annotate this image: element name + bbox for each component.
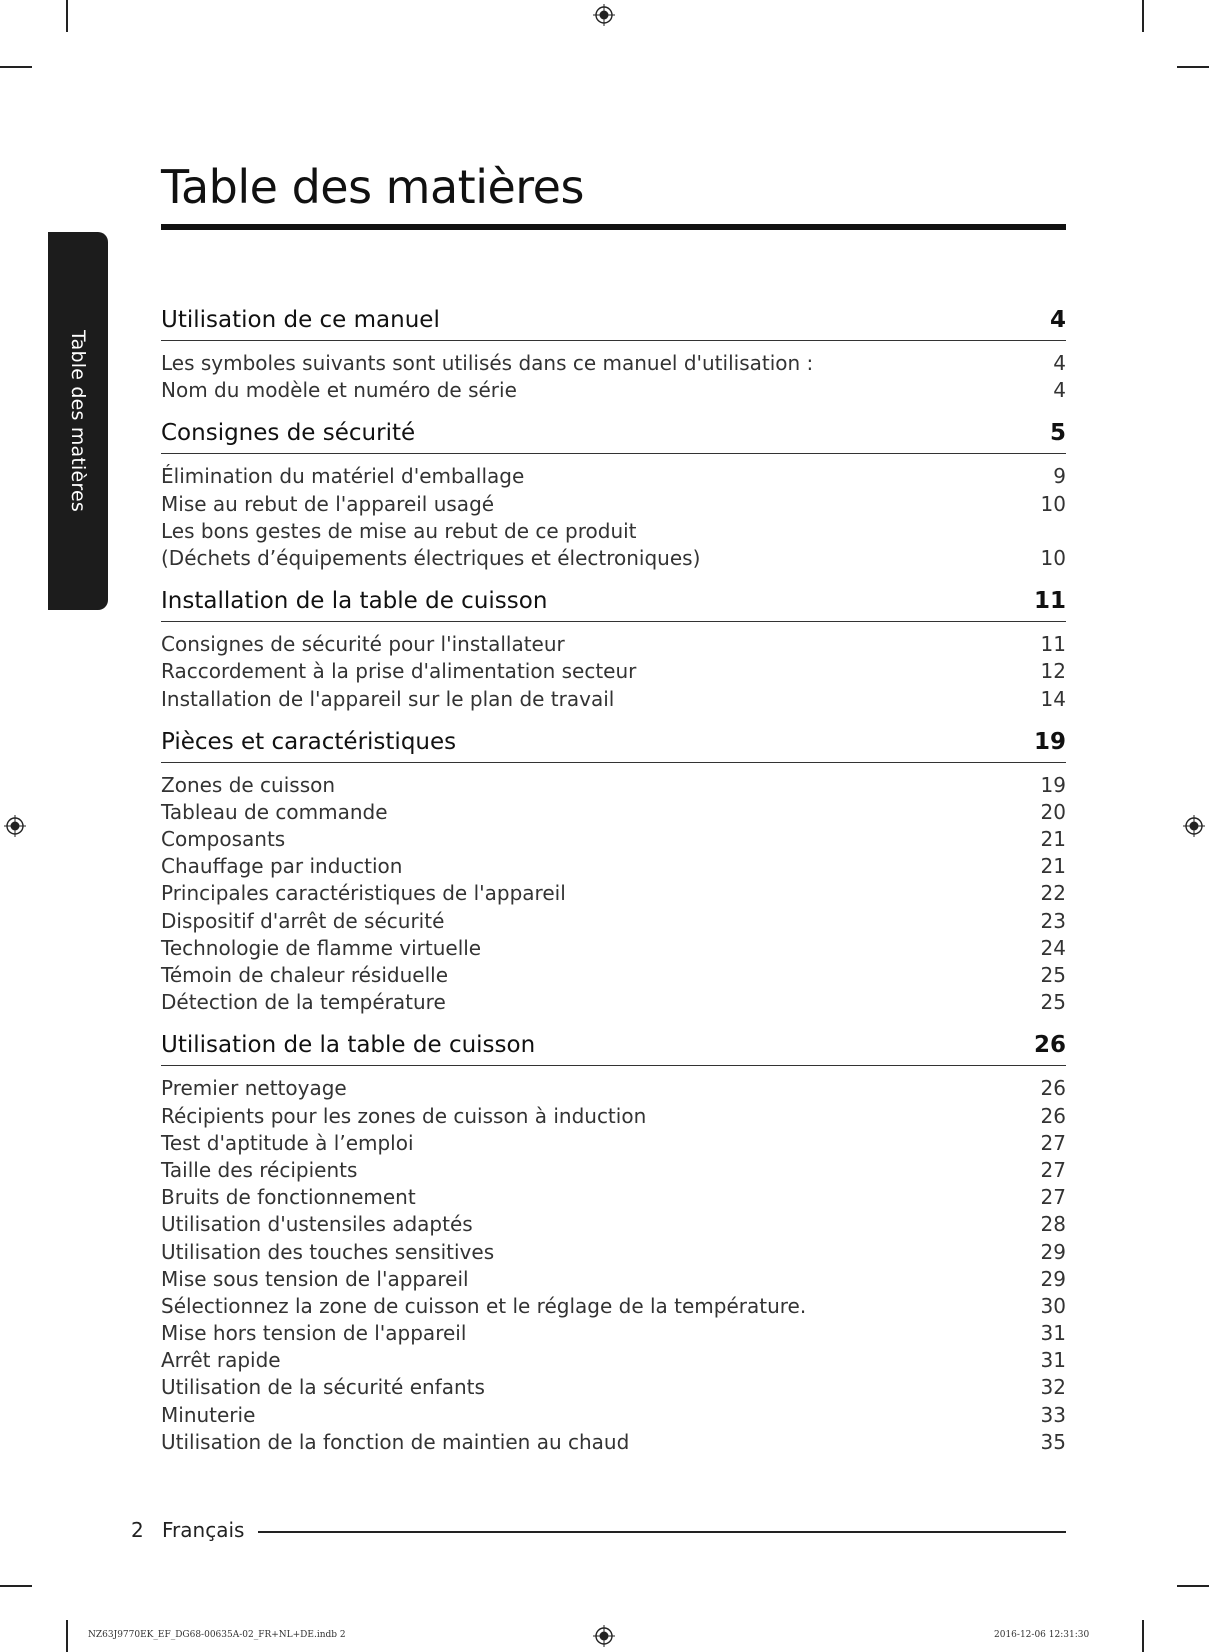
toc-entry[interactable] [161, 908, 1066, 935]
toc-entry-title: Mise au rebut de l'appareil usagé [161, 491, 495, 516]
toc-section-page: 11 [1033, 588, 1066, 615]
toc-entry-title: Composants [161, 827, 286, 852]
toc-entry[interactable] [161, 826, 1066, 853]
toc-section-heading[interactable] [161, 1031, 1066, 1066]
toc-section-title: Utilisation de ce manuel [161, 307, 440, 333]
print-slug-file: NZ63J9770EK_EF_DG68-00635A-02_FR+NL+DE.indb 2 [88, 1630, 346, 1640]
toc-entry[interactable] [161, 1103, 1066, 1130]
crop-mark [1142, 1620, 1144, 1652]
toc-entry-page: 14 [1040, 686, 1066, 711]
toc-entry-title: Premier nettoyage [161, 1076, 347, 1101]
registration-mark-icon [593, 4, 615, 26]
toc-entry[interactable] [161, 989, 1066, 1016]
toc-entry-page: 29 [1040, 1266, 1066, 1291]
toc-section-title: Installation de la table de cuisson [161, 588, 548, 615]
toc-section-page: 4 [1049, 307, 1066, 333]
toc-entry-page [1026, 518, 1066, 545]
toc-entry[interactable] [161, 1266, 1066, 1293]
toc-section-title: Consignes de sécurité [161, 420, 416, 447]
toc-entry-title: Principales caractéristiques de l'appareil [161, 881, 566, 906]
toc-entry-page: 22 [1040, 881, 1066, 906]
toc-entry-title: Les symboles suivants sont utilisés dans ce manuel d'utilisation : [161, 351, 814, 375]
toc-entry-page: 27 [1040, 1130, 1066, 1155]
toc-entry-title: Les bons gestes de mise au rebut de ce produit [161, 518, 637, 543]
toc-entry[interactable] [161, 1157, 1066, 1184]
registration-mark-icon [1183, 815, 1205, 837]
toc-entry[interactable] [161, 686, 1066, 713]
toc-entry[interactable] [161, 1184, 1066, 1211]
toc-section [161, 1031, 1066, 1456]
toc-entry-list [161, 463, 1066, 572]
toc-section-page: 5 [1049, 420, 1066, 447]
crop-mark [0, 1585, 32, 1587]
toc-entry-title: Utilisation des touches sensitives [161, 1239, 495, 1264]
toc-entry-page: 31 [1040, 1348, 1066, 1373]
toc-entry[interactable] [161, 631, 1066, 658]
toc-entry-title: (Déchets d’équipements électriques et électroniques) [161, 545, 701, 570]
side-tab [48, 232, 108, 610]
toc-entry[interactable] [161, 962, 1066, 989]
registration-mark-icon [593, 1625, 615, 1647]
toc-entry[interactable] [161, 1130, 1066, 1157]
toc-entry-title: Dispositif d'arrêt de sécurité [161, 908, 445, 933]
crop-mark [0, 66, 32, 68]
toc-entry-page: 29 [1040, 1239, 1066, 1264]
toc-entry[interactable] [161, 772, 1066, 799]
toc-entry[interactable] [161, 935, 1066, 962]
toc-entry[interactable] [161, 1320, 1066, 1347]
toc-entry[interactable] [161, 350, 1066, 377]
toc-entry-page: 31 [1040, 1321, 1066, 1346]
footer-rule [258, 1531, 1066, 1533]
toc-entry-title: Nom du modèle et numéro de série [161, 378, 517, 403]
title-rule [161, 224, 1066, 230]
toc-entry[interactable] [161, 880, 1066, 907]
toc-entry[interactable] [161, 1293, 1066, 1320]
toc-entry[interactable] [161, 1239, 1066, 1266]
toc-entry-page: 25 [1040, 990, 1066, 1015]
toc-section-page: 26 [1033, 1032, 1066, 1059]
toc-entry[interactable] [161, 1402, 1066, 1429]
toc-entry[interactable] [161, 853, 1066, 880]
side-tab-label: Table des matières [67, 329, 89, 513]
toc-entry-list [161, 772, 1066, 1017]
toc-entry[interactable] [161, 658, 1066, 685]
toc-entry-title: Test d'aptitude à l’emploi [161, 1130, 414, 1155]
toc-entry-title: Minuterie [161, 1402, 256, 1427]
toc-entry-title: Technologie de flamme virtuelle [161, 935, 482, 960]
toc-entry-page: 21 [1040, 854, 1066, 879]
toc-entry-page: 24 [1040, 935, 1066, 960]
toc-entry[interactable] [161, 377, 1066, 404]
toc-section [161, 587, 1066, 713]
toc-entry-title: Récipients pour les zones de cuisson à induction [161, 1103, 647, 1128]
toc-section-heading[interactable] [161, 587, 1066, 622]
toc-entry-page: 25 [1040, 963, 1066, 987]
toc-section [161, 419, 1066, 572]
toc-entry-title: Installation de l'appareil sur le plan de travail [161, 686, 615, 711]
toc-entry[interactable] [161, 463, 1066, 490]
toc-entry-page: 23 [1040, 908, 1066, 933]
toc-entry-page: 30 [1040, 1293, 1066, 1318]
toc-entry[interactable] [161, 1347, 1066, 1374]
toc-entry-page: 26 [1040, 1076, 1066, 1101]
toc-entry-page: 27 [1040, 1157, 1066, 1182]
toc-entry-page: 4 [1053, 378, 1066, 403]
toc-entry[interactable] [161, 799, 1066, 826]
toc-section-heading[interactable] [161, 728, 1066, 763]
toc-entry[interactable] [161, 491, 1066, 518]
toc-entry-title: Tableau de commande [161, 799, 388, 824]
toc-entry-page: 21 [1040, 827, 1066, 852]
toc-entry-page: 32 [1040, 1375, 1066, 1400]
toc-entry-page: 12 [1040, 659, 1066, 684]
toc-section-page: 19 [1033, 728, 1066, 755]
toc-entry-title: Utilisation d'ustensiles adaptés [161, 1212, 473, 1237]
toc-entry-page: 10 [1040, 545, 1066, 570]
toc-entry-page: 28 [1040, 1212, 1066, 1237]
toc-entry-title: Utilisation de la sécurité enfants [161, 1375, 485, 1400]
toc-section-title: Pièces et caractéristiques [161, 728, 457, 755]
toc-entry-title: Élimination du matériel d'emballage [161, 464, 525, 489]
toc-entry-page: 19 [1040, 772, 1066, 797]
toc-entry-page: 20 [1040, 799, 1066, 824]
toc-entry-title: Détection de la température [161, 990, 446, 1015]
toc-section [161, 728, 1066, 1017]
toc-entry-title: Mise sous tension de l'appareil [161, 1266, 469, 1291]
toc-entry-title: Taille des récipients [161, 1157, 358, 1182]
page-title: Table des matières [161, 160, 584, 214]
toc-entry[interactable] [161, 1211, 1066, 1238]
toc-entry-title: Témoin de chaleur résiduelle [161, 963, 448, 987]
footer-language: Français [162, 1518, 245, 1542]
toc-entry-title: Bruits de fonctionnement [161, 1185, 416, 1210]
toc-entry[interactable] [161, 1429, 1066, 1456]
table-of-contents [161, 306, 1066, 1471]
toc-entry[interactable] [161, 518, 1066, 545]
crop-mark [1177, 66, 1209, 68]
toc-entry-list [161, 350, 1066, 404]
toc-entry-title: Raccordement à la prise d'alimentation secteur [161, 659, 637, 684]
toc-section [161, 306, 1066, 404]
footer-page-number: 2 [131, 1518, 144, 1542]
toc-entry-title: Utilisation de la fonction de maintien au chaud [161, 1429, 630, 1454]
crop-mark [66, 0, 68, 32]
toc-section-title: Utilisation de la table de cuisson [161, 1032, 536, 1059]
registration-mark-icon [4, 815, 26, 837]
crop-mark [66, 1620, 68, 1652]
print-slug-timestamp: 2016-12-06 12:31:30 [994, 1630, 1090, 1640]
toc-entry-page: 35 [1040, 1429, 1066, 1454]
toc-entry[interactable] [161, 1075, 1066, 1102]
crop-mark [1142, 0, 1144, 32]
toc-entry-title: Consignes de sécurité pour l'installateur [161, 632, 565, 657]
toc-entry-title: Arrêt rapide [161, 1348, 281, 1373]
toc-entry-list [161, 631, 1066, 713]
toc-entry-list [161, 1075, 1066, 1456]
toc-entry-title: Chauffage par induction [161, 854, 403, 879]
toc-entry[interactable] [161, 1374, 1066, 1401]
toc-entry-title: Zones de cuisson [161, 772, 336, 797]
toc-entry[interactable] [161, 545, 1066, 572]
toc-entry-title: Mise hors tension de l'appareil [161, 1321, 467, 1346]
toc-entry-page: 10 [1040, 491, 1066, 516]
toc-section-heading[interactable] [161, 419, 1066, 454]
toc-entry-title: Sélectionnez la zone de cuisson et le réglage de la température. [161, 1293, 807, 1318]
toc-section-heading[interactable] [161, 306, 1066, 341]
crop-mark [1177, 1585, 1209, 1587]
toc-entry-page: 27 [1040, 1185, 1066, 1210]
toc-entry-page: 11 [1040, 632, 1066, 657]
toc-entry-page: 9 [1053, 464, 1066, 489]
toc-entry-page: 33 [1040, 1402, 1066, 1427]
toc-entry-page: 4 [1053, 351, 1066, 375]
toc-entry-page: 26 [1040, 1103, 1066, 1128]
